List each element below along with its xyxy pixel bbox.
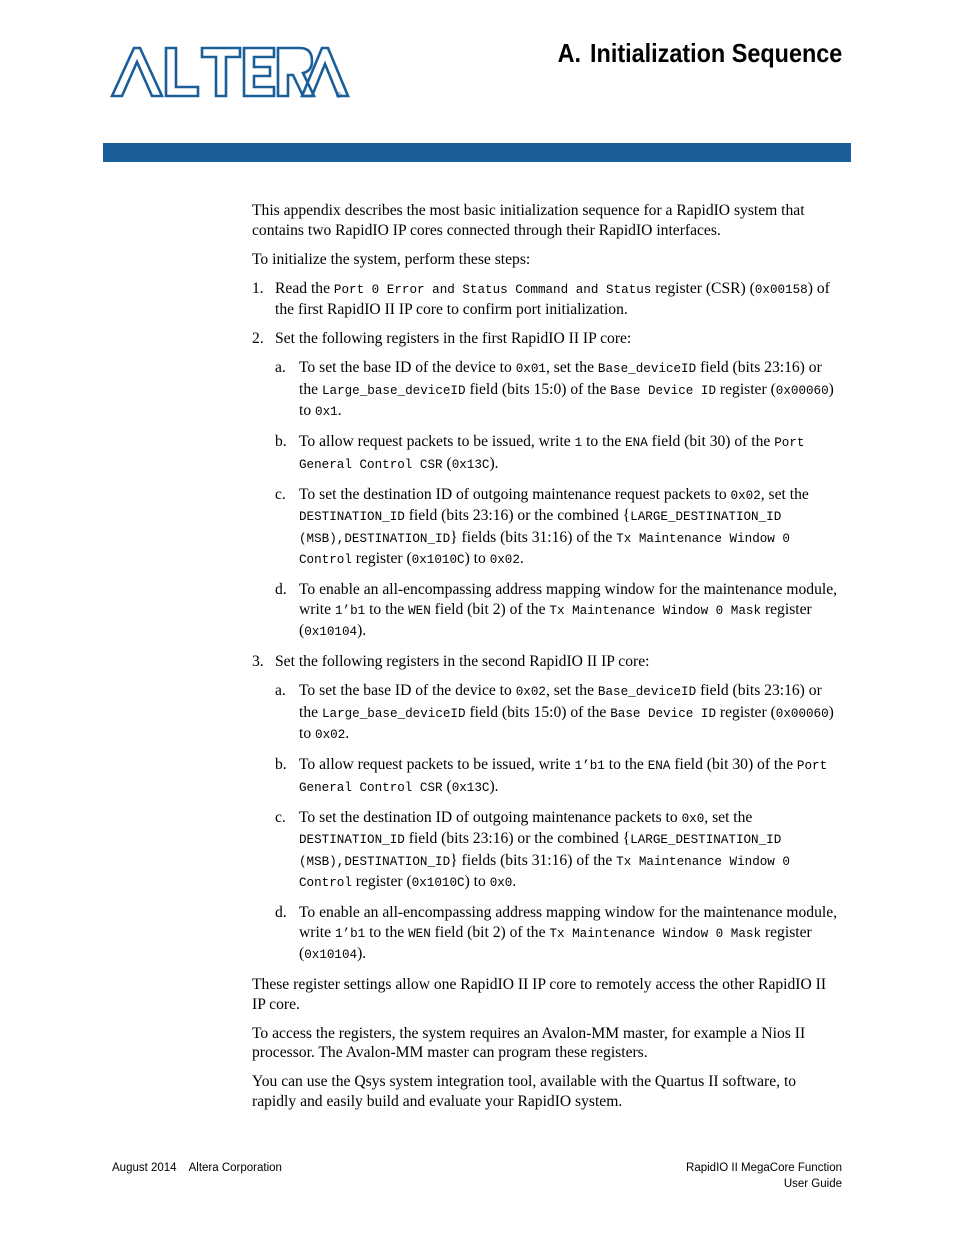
text-run: } fields (bits 31:16) of the bbox=[450, 528, 617, 546]
text-run: ) to bbox=[299, 380, 834, 419]
text-run: to the bbox=[582, 433, 626, 450]
text-run: To set the destination ID of outgoing maintenance request packets to bbox=[299, 485, 731, 503]
substep-text bbox=[299, 359, 834, 419]
register-code: 1’b1 bbox=[334, 926, 366, 941]
text-run: ) of the first RapidIO II IP core to confirm port initialization. bbox=[275, 279, 830, 318]
footer-date: August 2014 bbox=[112, 1162, 177, 1174]
register-code: Large_base_deviceID bbox=[321, 706, 466, 721]
register-code: 0x00060 bbox=[775, 383, 829, 398]
register-code: 0x0 bbox=[489, 876, 513, 890]
step-item bbox=[252, 329, 842, 643]
text-run: To enable an all-encompassing address mapping window for the maintenance module, write bbox=[299, 581, 838, 618]
step-text bbox=[275, 279, 842, 320]
substep-text bbox=[299, 904, 837, 962]
text-run: field (bit 30) of the bbox=[670, 756, 797, 773]
text-run: register ( bbox=[716, 380, 776, 398]
substep-item bbox=[275, 580, 842, 643]
text-run: field (bits 23:16) or the bbox=[299, 359, 822, 398]
body-content bbox=[252, 201, 842, 1121]
register-code: 0x0 bbox=[681, 811, 705, 826]
text-run: To set the base ID of the device to bbox=[299, 682, 516, 699]
substep-letter: c. bbox=[275, 485, 286, 503]
register-code: 0x10104 bbox=[304, 625, 358, 639]
text-run: , set the bbox=[704, 808, 753, 826]
substep-item bbox=[275, 755, 842, 798]
step-number: 1. bbox=[252, 279, 264, 297]
text-run: . bbox=[519, 550, 524, 567]
closing-paragraph: You can use the Qsys system integration tool, available with the Quartus II software, to rapidly and easily build and evaluate your RapidIO system. bbox=[252, 1073, 797, 1110]
text-run: field (bits 23:16) or the bbox=[299, 682, 822, 721]
substep-letter: b. bbox=[275, 433, 287, 450]
substep-text bbox=[299, 809, 790, 891]
substep-text bbox=[299, 581, 837, 639]
text-run: register (CSR) ( bbox=[651, 279, 755, 297]
substep-item bbox=[275, 681, 842, 746]
register-code: Tx Maintenance Window 0 Control bbox=[299, 854, 790, 890]
text-run: ). bbox=[357, 945, 367, 962]
register-code: 0x1010C bbox=[411, 876, 465, 890]
text-run: register ( bbox=[299, 923, 812, 962]
text-run: , set the bbox=[545, 359, 598, 376]
register-code: 0x1010C bbox=[411, 553, 465, 567]
text-run: ) to bbox=[464, 873, 490, 890]
register-code: Tx Maintenance Window 0 Mask bbox=[549, 926, 762, 941]
text-run: ) to bbox=[464, 550, 490, 567]
footer-company: Altera Corporation bbox=[188, 1162, 282, 1174]
footer-doc: User Guide bbox=[783, 1178, 842, 1190]
register-code: 1’b1 bbox=[334, 603, 366, 618]
register-code: 0x13C bbox=[451, 457, 490, 472]
register-code: Tx Maintenance Window 0 Control bbox=[299, 531, 790, 567]
register-code: Port General Control CSR bbox=[299, 436, 805, 472]
substep-list bbox=[275, 358, 842, 643]
text-run: field (bit 2) of the bbox=[430, 923, 550, 941]
closing-paragraph: To access the registers, the system requires an Avalon-MM master, for example a Nios II processor. The Avalon-MM master can program these registers. bbox=[252, 1024, 806, 1061]
steps-list bbox=[252, 279, 842, 966]
text-run: ( bbox=[442, 454, 452, 472]
text-run: ) to bbox=[299, 703, 834, 742]
text-run: To enable an all-encompassing address mapping window for the maintenance module, write bbox=[299, 904, 838, 941]
register-code: LARGE_DESTINATION_ID (MSB),DESTINATION_ID bbox=[299, 510, 782, 546]
substep-letter: d. bbox=[275, 904, 287, 921]
intro-paragraph: This appendix describes the most basic initialization sequence for a RapidIO system that contains two RapidIO IP cores connected through their RapidIO interfaces. bbox=[252, 202, 805, 239]
header-rule bbox=[103, 143, 851, 162]
text-run: register ( bbox=[351, 873, 412, 890]
chapter-title bbox=[557, 38, 842, 69]
substep-letter: b. bbox=[275, 756, 287, 773]
register-code: Base Device ID bbox=[610, 706, 717, 721]
registered-mark: ® bbox=[336, 91, 342, 100]
text-run: field (bit 30) of the bbox=[647, 433, 775, 450]
register-code: 1’b1 bbox=[574, 759, 605, 773]
text-run: To allow request packets to be issued, write bbox=[299, 433, 575, 450]
text-run: field (bits 15:0) of the bbox=[465, 380, 611, 398]
register-code: Tx Maintenance Window 0 Mask bbox=[549, 603, 762, 618]
altera-logo bbox=[110, 44, 350, 100]
text-run: . bbox=[337, 402, 342, 419]
text-run: , set the bbox=[545, 682, 598, 699]
substep-letter: a. bbox=[275, 682, 286, 699]
substep-letter: c. bbox=[275, 808, 286, 826]
substep-text bbox=[299, 756, 827, 795]
text-run: } fields (bits 31:16) of the bbox=[450, 851, 617, 869]
substep-item bbox=[275, 432, 842, 475]
text-run: ( bbox=[442, 777, 452, 795]
register-code: WEN bbox=[408, 603, 431, 618]
text-run: register ( bbox=[716, 703, 776, 721]
substep-letter: d. bbox=[275, 581, 287, 598]
register-code: Base_deviceID bbox=[597, 362, 697, 376]
step-item bbox=[252, 279, 842, 320]
text-run: field (bits 23:16) or the combined { bbox=[404, 830, 631, 847]
register-code: 0x00060 bbox=[775, 706, 829, 721]
footer-right bbox=[686, 1160, 842, 1192]
step-text bbox=[275, 329, 842, 349]
footer-left bbox=[112, 1160, 282, 1176]
substep-item bbox=[275, 903, 842, 966]
register-code: 0x00158 bbox=[754, 282, 808, 297]
chapter-title-text: Initialization Sequence bbox=[589, 38, 842, 68]
substep-letter: a. bbox=[275, 359, 286, 376]
text-run: Set the following registers in the second RapidIO II IP core: bbox=[275, 653, 650, 670]
text-run: . bbox=[512, 873, 517, 890]
register-code: 0x13C bbox=[451, 780, 490, 795]
register-code: 0x01 bbox=[515, 362, 546, 376]
substep-list bbox=[275, 681, 842, 966]
substep-item bbox=[275, 485, 842, 571]
intro-paragraph: To initialize the system, perform these steps: bbox=[252, 250, 531, 268]
chapter-number: A. bbox=[557, 38, 581, 68]
register-code: DESTINATION_ID bbox=[299, 833, 405, 847]
text-run: Read the bbox=[275, 279, 334, 297]
substep-text bbox=[299, 682, 834, 742]
text-run: field (bits 15:0) of the bbox=[465, 703, 611, 721]
text-run: ). bbox=[489, 454, 499, 472]
text-run: field (bits 23:16) or the combined { bbox=[404, 507, 631, 524]
text-run: register ( bbox=[299, 600, 812, 639]
register-code: 0x02 bbox=[730, 488, 761, 503]
register-code: 0x1 bbox=[315, 405, 338, 419]
text-run: Set the following registers in the first RapidIO II IP core: bbox=[275, 330, 632, 347]
text-run: To set the base ID of the device to bbox=[299, 359, 516, 376]
register-code: 1 bbox=[574, 436, 583, 450]
text-run: register ( bbox=[351, 550, 412, 567]
register-code: 0x02 bbox=[515, 685, 546, 699]
register-code: 0x02 bbox=[315, 728, 346, 742]
step-number: 3. bbox=[252, 653, 264, 670]
register-code: Large_base_deviceID bbox=[321, 383, 466, 398]
register-code: Port General Control CSR bbox=[299, 759, 828, 795]
register-code: Base Device ID bbox=[610, 383, 717, 398]
step-number: 2. bbox=[252, 330, 264, 347]
register-code: 0x02 bbox=[489, 553, 520, 567]
step-text bbox=[275, 652, 842, 672]
step-item bbox=[252, 652, 842, 966]
text-run: To allow request packets to be issued, write bbox=[299, 756, 575, 773]
register-code: 0x10104 bbox=[304, 948, 358, 962]
register-code: WEN bbox=[408, 926, 431, 941]
register-code: Base_deviceID bbox=[597, 685, 697, 699]
substep-text bbox=[299, 486, 809, 568]
closing-paragraph: These register settings allow one RapidIO II IP core to remotely access the other RapidIO II IP core. bbox=[252, 976, 827, 1013]
text-run: . bbox=[345, 725, 350, 742]
register-code: ENA bbox=[647, 759, 671, 773]
text-run: field (bit 2) of the bbox=[430, 600, 550, 618]
text-run: to the bbox=[365, 923, 409, 941]
footer-product: RapidIO II MegaCore Function bbox=[686, 1162, 842, 1174]
substep-item bbox=[275, 358, 842, 423]
text-run: To set the destination ID of outgoing maintenance packets to bbox=[299, 808, 682, 826]
text-run: to the bbox=[365, 600, 409, 618]
register-code: ENA bbox=[625, 436, 648, 450]
text-run: ). bbox=[489, 777, 499, 795]
text-run: , set the bbox=[760, 485, 809, 503]
text-run: ). bbox=[357, 622, 367, 639]
register-code: DESTINATION_ID bbox=[299, 510, 405, 524]
substep-item bbox=[275, 808, 842, 894]
substep-text bbox=[299, 433, 804, 472]
register-code: Port 0 Error and Status Command and Status bbox=[333, 282, 652, 297]
text-run: to the bbox=[604, 756, 648, 773]
register-code: LARGE_DESTINATION_ID (MSB),DESTINATION_ID bbox=[299, 833, 782, 869]
